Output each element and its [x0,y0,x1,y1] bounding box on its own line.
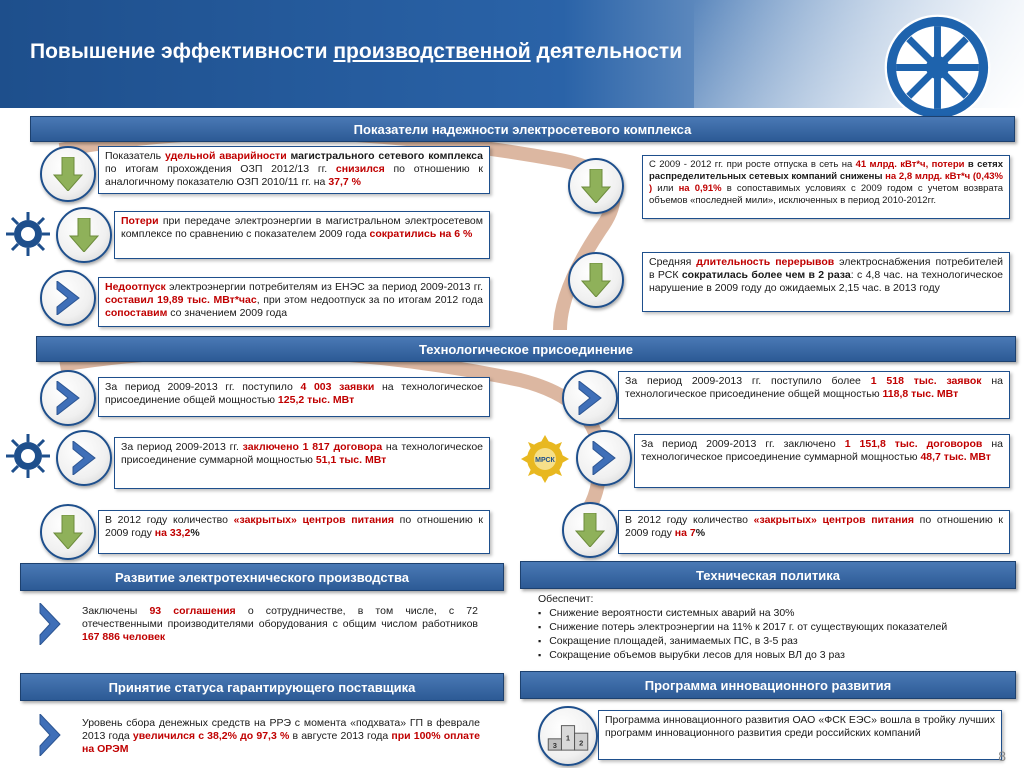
down-arrow-icon [53,157,83,191]
chevron-right-icon [575,381,605,415]
chevron-right-icon [38,714,62,756]
electrotech-text: Заключены 93 соглашения о сотрудничестве, в том числе, с 72 отечественными производителями оборудования с общим числом работников 167 886 человек [76,602,484,650]
section-innovation-header: Программа инновационного развития [520,671,1016,699]
down-arrow-icon [69,218,99,252]
down-arrow-icon [53,515,83,549]
list-item: ▪ Снижение потерь электроэнергии на 11% к 2017 г. от существующих показателей [538,620,1016,634]
chevron-right-icon [38,603,62,645]
svg-text:1: 1 [565,733,571,743]
circle-right-arrow [56,430,112,486]
chevron-right-icon [53,281,83,315]
tech-box-3: В 2012 году количество «закрытых» центров питания по отношению к 2009 году на 33,2% [98,510,490,554]
circle-down-arrow [562,502,618,558]
tech-box-2: За период 2009-2013 гг. заключено 1 817 договора на технологическое присоединение суммарной мощностью 51,1 тыс. МВт [114,437,490,489]
circle-right-arrow [40,270,96,326]
company-logo-icon [880,10,995,125]
emblem-icon [2,210,54,258]
section-reliability-header: Показатели надежности электросетевого комплекса [30,116,1015,142]
svg-text:МРСК: МРСК [535,457,555,464]
chevron-right-icon [53,381,83,415]
section-tech-connection-header: Технологическое присоединение [36,336,1016,362]
list-item: ▪ Снижение вероятности системных аварий на 30% [538,606,1016,620]
list-item: ▪ Сокращение объемов вырубки лесов для новых ВЛ до 3 раз [538,648,1016,662]
section-guarantee-header: Принятие статуса гарантирующего поставщика [20,673,504,701]
circle-down-arrow [40,504,96,560]
circle-right-arrow [40,370,96,426]
down-arrow-icon [581,169,611,203]
circle-right-arrow [576,430,632,486]
chevron-right-icon [69,441,99,475]
svg-text:3: 3 [552,741,557,751]
tech-box-5: За период 2009-2013 гг. заключено 1 151,8 тыс. договоров на технологическое присоединение суммарной мощностью 48,7 тыс. МВт [634,434,1010,488]
reliability-box-4: С 2009 - 2012 гг. при росте отпуска в сеть на 41 млрд. кВт*ч, потери в сетях распределительных сетевых компаний снижены на 2,8 млрд. кВт*ч (0,43% ) или на 0,91% в сопоставимых условиях с 2009 годом с учетом возврата объемов «последней мили», исключенных в период 2010-2012гг. [642,155,1010,219]
innovation-text: Программа инновационного развития ОАО «ФСК ЕЭС» вошла в тройку лучших программ инновационного развития среди российских компаний [598,710,1002,760]
chevron-right-icon [589,441,619,475]
down-arrow-icon [581,263,611,297]
circle-down-arrow [568,252,624,308]
circle-down-arrow [56,207,112,263]
page-number: 8 [998,748,1006,764]
reliability-box-3: Недоотпуск электроэнергии потребителям из ЕНЭС за период 2009-2013 гг. составил 19,89 тыс. МВт*час, при этом недоотпуск за по итогам 2012 года сопоставим со значением 2009 года [98,277,490,327]
tech-policy-list [538,592,1016,662]
circle-right-arrow [562,370,618,426]
tech-policy-intro: Обеспечит: [538,593,594,605]
reliability-box-1: Показатель удельной аварийности магистрального сетевого комплекса по итогам прохождения ОЗП 2012/13 гг. снизился по отношению к аналогичному показателю ОЗП 2010/11 гг. на 37,7 % [98,146,490,194]
down-arrow-icon [575,513,605,547]
circle-down-arrow [568,158,624,214]
mrsk-emblem-icon [520,434,570,484]
svg-text:2: 2 [579,738,584,748]
page-title: Повышение эффективности производственной деятельности [30,40,683,63]
tech-box-4: За период 2009-2013 гг. поступило более 1 518 тыс. заявок на технологическое присоединение общей мощностью 118,8 тыс. МВт [618,371,1010,419]
circle-podium [538,706,598,766]
reliability-box-2: Потери при передаче электроэнергии в магистральном электросетевом комплексе по сравнению с показателем 2009 года сократились на 6 % [114,211,490,259]
tech-box-6: В 2012 году количество «закрытых» центров питания по отношению к 2009 году на 7% [618,510,1010,554]
reliability-box-5: Средняя длительность перерывов электроснабжения потребителей в РСК сократилась более чем в 2 раза: с 4,8 час. на технологическое нарушение в 2009 году до ожидаемых 2,15 час. в 2013 году [642,252,1010,312]
emblem-icon [2,432,54,480]
list-item: ▪ Сокращение площадей, занимаемых ПС, в 3-5 раз [538,634,1016,648]
section-tech-policy-header: Техническая политика [520,561,1016,589]
tech-box-1: За период 2009-2013 гг. поступило 4 003 заявки на технологическое присоединение общей мощностью 125,2 тыс. МВт [98,377,490,417]
podium-icon [546,720,590,752]
circle-down-arrow [40,146,96,202]
guarantee-text: Уровень сбора денежных средств на РРЭ с момента «подхвата» ГП в феврале 2013 года увеличился с 38,2% до 97,3 % в августе 2013 года при 100% оплате на ОРЭМ [76,714,486,762]
section-electrotech-header: Развитие электротехнического производства [20,563,504,591]
